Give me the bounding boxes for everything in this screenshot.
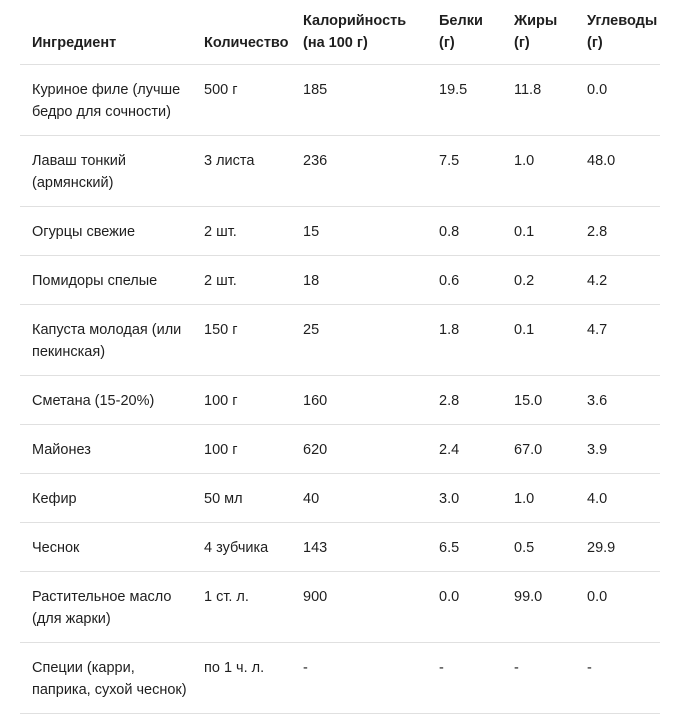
table-row: [20, 376, 660, 425]
cell-quantity: 100 г: [192, 425, 291, 474]
table-header: [20, 0, 660, 65]
cell-carbs: 3.6: [575, 376, 660, 425]
table-row: [20, 136, 660, 207]
cell-quantity: 2 шт.: [192, 207, 291, 256]
cell-quantity: 4 зубчика: [192, 523, 291, 572]
cell-fat: 11.8: [502, 65, 575, 136]
cell-protein: 0.8: [427, 207, 502, 256]
cell-carbs: 0.0: [575, 65, 660, 136]
cell-calories: 620: [291, 425, 427, 474]
cell-fat: 0.5: [502, 523, 575, 572]
cell-ingredient: Чеснок: [20, 523, 192, 572]
cell-protein: 19.5: [427, 65, 502, 136]
cell-fat: 67.0: [502, 425, 575, 474]
cell-quantity: 100 г: [192, 376, 291, 425]
cell-quantity: по 1 ч. л.: [192, 643, 291, 714]
header-calories: Калорийность (на 100 г): [291, 0, 427, 65]
table-row: [20, 572, 660, 643]
cell-calories: 18: [291, 256, 427, 305]
cell-calories: 185: [291, 65, 427, 136]
cell-carbs: 48.0: [575, 136, 660, 207]
cell-carbs: 2.8: [575, 207, 660, 256]
nutrition-table: [20, 0, 660, 714]
cell-ingredient: Кефир: [20, 474, 192, 523]
cell-protein: 3.0: [427, 474, 502, 523]
cell-protein: 0.0: [427, 572, 502, 643]
cell-fat: 1.0: [502, 474, 575, 523]
cell-calories: 143: [291, 523, 427, 572]
cell-calories: 236: [291, 136, 427, 207]
cell-quantity: 150 г: [192, 305, 291, 376]
header-protein: Белки (г): [427, 0, 502, 65]
cell-calories: 15: [291, 207, 427, 256]
cell-carbs: 4.2: [575, 256, 660, 305]
cell-calories: 900: [291, 572, 427, 643]
cell-protein: 2.4: [427, 425, 502, 474]
cell-protein: 2.8: [427, 376, 502, 425]
cell-fat: 15.0: [502, 376, 575, 425]
cell-carbs: 4.0: [575, 474, 660, 523]
cell-protein: 0.6: [427, 256, 502, 305]
cell-protein: 6.5: [427, 523, 502, 572]
header-quantity: Количество: [192, 0, 291, 65]
header-ingredient: Ингредиент: [20, 0, 192, 65]
cell-ingredient: Сметана (15-20%): [20, 376, 192, 425]
cell-fat: 0.1: [502, 207, 575, 256]
table-row: [20, 643, 660, 714]
cell-carbs: 3.9: [575, 425, 660, 474]
table-row: [20, 523, 660, 572]
table-row: [20, 207, 660, 256]
cell-ingredient: Помидоры спелые: [20, 256, 192, 305]
cell-carbs: 29.9: [575, 523, 660, 572]
cell-carbs: 0.0: [575, 572, 660, 643]
header-fat: Жиры (г): [502, 0, 575, 65]
cell-fat: 0.1: [502, 305, 575, 376]
cell-ingredient: Специи (карри, паприка, сухой чеснок): [20, 643, 192, 714]
header-row: [20, 0, 660, 65]
table-body: [20, 65, 660, 714]
table-row: [20, 65, 660, 136]
cell-quantity: 3 листа: [192, 136, 291, 207]
cell-ingredient: Растительное масло (для жарки): [20, 572, 192, 643]
cell-protein: 7.5: [427, 136, 502, 207]
table-row: [20, 256, 660, 305]
table-row: [20, 425, 660, 474]
cell-fat: 0.2: [502, 256, 575, 305]
cell-quantity: 500 г: [192, 65, 291, 136]
header-carbs: Углеводы (г): [575, 0, 660, 65]
cell-ingredient: Капуста молодая (или пекинская): [20, 305, 192, 376]
table-row: [20, 305, 660, 376]
cell-calories: -: [291, 643, 427, 714]
cell-protein: -: [427, 643, 502, 714]
cell-protein: 1.8: [427, 305, 502, 376]
cell-calories: 25: [291, 305, 427, 376]
cell-quantity: 1 ст. л.: [192, 572, 291, 643]
cell-fat: 99.0: [502, 572, 575, 643]
table-row: [20, 474, 660, 523]
cell-quantity: 50 мл: [192, 474, 291, 523]
cell-fat: -: [502, 643, 575, 714]
cell-ingredient: Майонез: [20, 425, 192, 474]
cell-carbs: 4.7: [575, 305, 660, 376]
cell-calories: 160: [291, 376, 427, 425]
cell-calories: 40: [291, 474, 427, 523]
cell-ingredient: Куриное филе (лучше бедро для сочности): [20, 65, 192, 136]
cell-ingredient: Огурцы свежие: [20, 207, 192, 256]
cell-fat: 1.0: [502, 136, 575, 207]
cell-carbs: -: [575, 643, 660, 714]
cell-quantity: 2 шт.: [192, 256, 291, 305]
cell-ingredient: Лаваш тонкий (армянский): [20, 136, 192, 207]
